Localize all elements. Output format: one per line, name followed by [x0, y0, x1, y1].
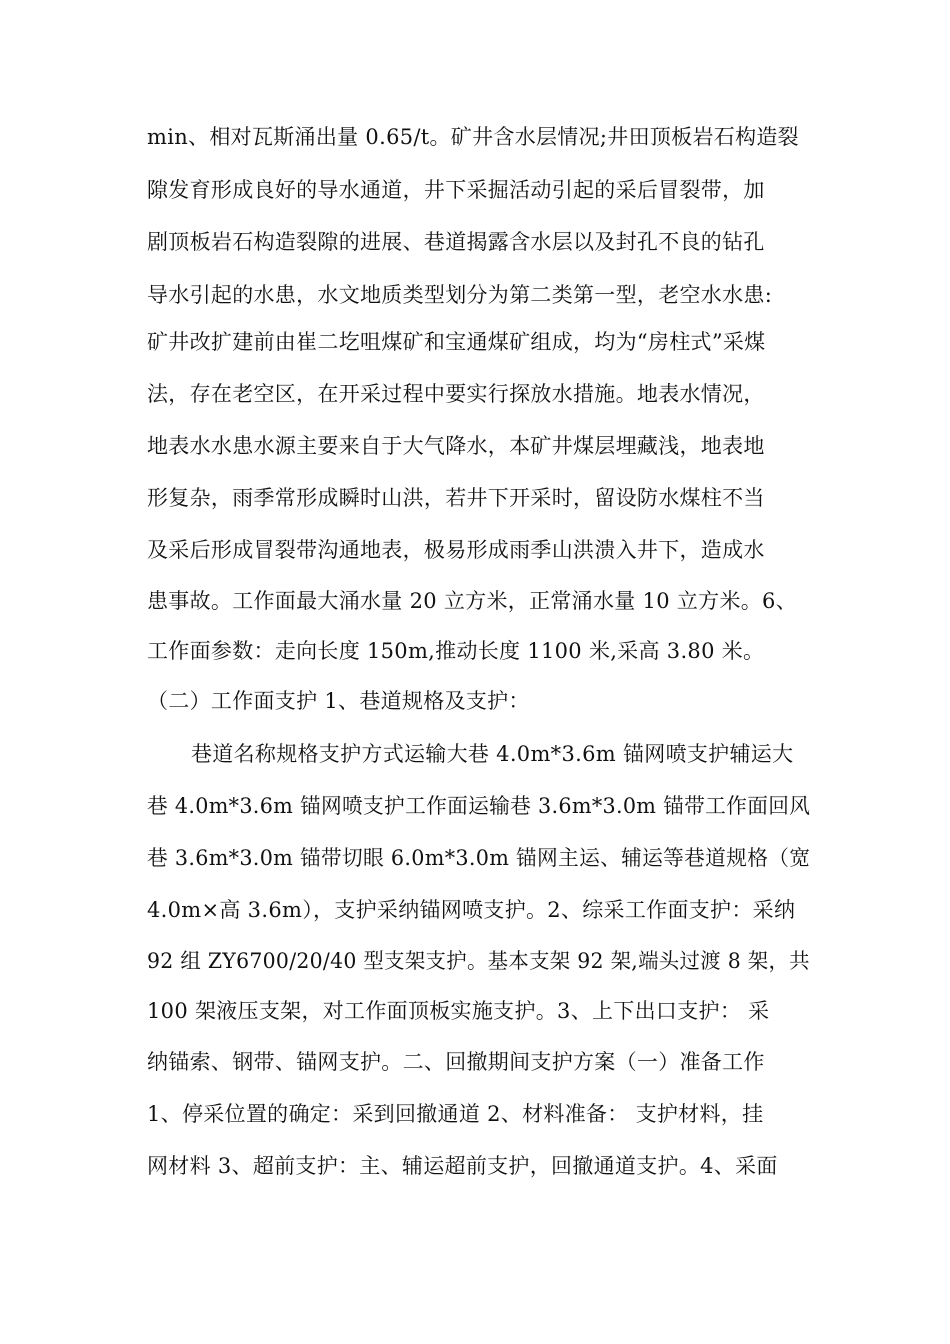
paragraph-first-line: 巷道名称规格支护方式运输大巷 4.0m*3.6m 锚网喷支护辅运大 — [191, 742, 794, 766]
text-line: 及采后形成冒裂带沟通地表，极易形成雨季山洪溃入井下，造成水 — [147, 538, 765, 562]
text-line: 患事故。工作面最大涌水量 20 立方米，正常涌水量 10 立方米。6、 — [147, 589, 798, 613]
text-line: 1、停采位置的确定：采到回撤通道 2、材料准备： 支护材料，挂 — [147, 1102, 764, 1126]
text-line: 矿井改扩建前由崔二圪咀煤矿和宝通煤矿组成，均为“房柱式”采煤 — [147, 330, 766, 354]
text-line: min、相对瓦斯涌出量 0.65/t。矿井含水层情况;井田顶板岩石构造裂 — [147, 125, 799, 149]
text-line: 工作面参数：走向长度 150m,推动长度 1100 米,采高 3.80 米。 — [147, 639, 765, 663]
text-line: 法，存在老空区，在开采过程中要实行探放水措施。地表水情况， — [147, 382, 765, 406]
text-line: 巷 3.6m*3.0m 锚带切眼 6.0m*3.0m 锚网主运、辅运等巷道规格（宽 — [147, 846, 811, 870]
section-heading: （二）工作面支护 1、巷道规格及支护： — [147, 689, 530, 713]
text-line: 剧顶板岩石构造裂隙的进展、巷道揭露含水层以及封孔不良的钻孔 — [147, 230, 765, 254]
text-line: 巷 4.0m*3.6m 锚网喷支护工作面运输巷 3.6m*3.0m 锚带工作面回风 — [147, 794, 811, 818]
text-line: 形复杂，雨季常形成瞬时山洪，若井下开采时，留设防水煤柱不当 — [147, 486, 765, 510]
text-line: 4.0m×高 3.6m），支护采纳锚网喷支护。2、综采工作面支护：采纳 — [147, 898, 796, 922]
text-line: 纳锚索、钢带、锚网支护。二、回撤期间支护方案（一）准备工作 — [147, 1050, 765, 1074]
text-line: 92 组 ZY6700/20/40 型支架支护。基本支架 92 架,端头过渡 8 架，共 — [147, 949, 810, 973]
text-line: 导水引起的水患，水文地质类型划分为第二类第一型，老空水水患: — [147, 283, 773, 307]
text-line: 网材料 3、超前支护：主、辅运超前支护，回撤通道支护。4、采面 — [147, 1154, 778, 1178]
text-line: 100 架液压支架，对工作面顶板实施支护。3、上下出口支护： 采 — [147, 999, 770, 1023]
text-line: 隙发育形成良好的导水通道，井下采掘活动引起的采后冒裂带，加 — [147, 178, 765, 202]
text-line: 地表水水患水源主要来自于大气降水，本矿井煤层埋藏浅，地表地 — [147, 434, 765, 458]
